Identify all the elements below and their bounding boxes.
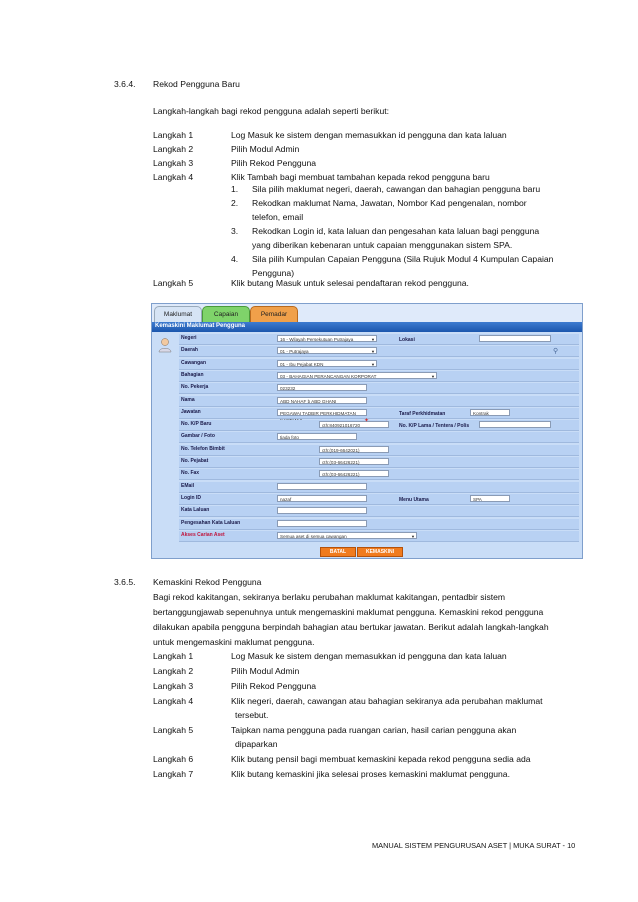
substep-number: 2. [231, 198, 239, 208]
select-field[interactable]: 03 - BAHAGIAN PERANCANGAN KORPORAT ▼ [277, 372, 437, 379]
form-label: Negeri [181, 335, 197, 341]
paragraph-line: dilakukan apabila pengguna berpindah bahagian atau bertukar jawatan. Berikut adalah langkah-langkah [153, 622, 549, 632]
step-text: Klik negeri, daerah, cawangan atau bahagian sekiranya ada perubahan maklumat [231, 696, 543, 706]
user-avatar-icon [157, 337, 173, 353]
step-label: Langkah 3 [153, 681, 194, 691]
text-field[interactable] [479, 335, 551, 342]
substep-text: Pengguna) [252, 268, 295, 278]
chevron-down-icon: ▼ [431, 373, 435, 379]
form-row [179, 445, 579, 456]
text-field[interactable]: Kontrak [470, 409, 510, 416]
select-field[interactable]: 16 - Wilayah Persekutuan Putrajaya ▼ [277, 335, 377, 342]
step-text: Klik Tambah bagi membuat tambahan kepada rekod pengguna baru [231, 172, 490, 182]
step-text: Log Masuk ke sistem dengan memasukkan id pengguna dan kata laluan [231, 130, 507, 140]
substep-number: 4. [231, 254, 239, 264]
form-screenshot [151, 303, 583, 559]
cancel-button[interactable]: BATAL [320, 547, 356, 557]
text-field[interactable]: cth:(019-6642021) [319, 446, 389, 453]
form-row [179, 408, 579, 419]
select-field[interactable]: 01 - Putrajaya ▼ [277, 347, 377, 354]
text-field[interactable]: 023232 [277, 384, 367, 391]
form-row [179, 469, 579, 480]
text-field[interactable] [479, 421, 551, 428]
paragraph-line: Bagi rekod kakitangan, sekiranya berlaku perubahan maklumat kakitangan, pentadbir sistem [153, 592, 506, 602]
substep-text: Sila pilih maklumat negeri, daerah, cawangan dan bahagian pengguna baru [252, 184, 541, 194]
tab-capaian[interactable]: Capaian [202, 306, 250, 324]
step-label: Langkah 3 [153, 158, 194, 168]
form-label: EMail [181, 482, 195, 489]
form-label: Daerah [181, 347, 198, 354]
form-title: Kemaskini Maklumat Pengguna [155, 323, 246, 329]
update-button[interactable]: KEMASKINI [357, 547, 403, 557]
form-label: Gambar / Foto [181, 433, 215, 440]
form-label: No. Pekerja [181, 384, 209, 391]
step-label: Langkah 5 [153, 725, 194, 735]
form-row [179, 494, 579, 505]
step-text: Log Masuk ke sistem dengan memasukkan id pengguna dan kata laluan [231, 651, 507, 661]
step-label: Langkah 1 [153, 651, 194, 661]
form-label: Login ID [181, 494, 201, 501]
text-field[interactable]: cth:(03-66426221) [319, 458, 389, 465]
form-titlebar [152, 322, 582, 332]
upload-icon[interactable]: ✦ [364, 418, 370, 424]
form-row [179, 432, 579, 443]
search-icon[interactable]: ⚲ [553, 348, 559, 355]
form-label: Jawatan [181, 408, 201, 415]
step-text: Pilih Rekod Pengguna [231, 681, 317, 691]
paragraph-line: bertanggungjawab sepenuhnya untuk mengemaskini maklumat pengguna. Kemaskini rekod pengguna [153, 607, 544, 617]
form-label: No. Pejabat [181, 458, 209, 464]
step-text: Klik butang kemaskini jika selesai proses kemaskini maklumat pengguna. [231, 769, 510, 779]
step-label: Langkah 5 [153, 278, 194, 288]
tab-bar [152, 304, 582, 322]
step-text: Pilih Modul Admin [231, 144, 300, 154]
paragraph-line: untuk mengemaskini maklumat pengguna. [153, 637, 315, 647]
form-label: Taraf Perkhidmatan [399, 410, 446, 417]
form-label: Akses Carian Aset [181, 531, 225, 538]
form-label: No. Fax [181, 470, 200, 477]
substep-text: Sila pilih Kumpulan Capaian Pengguna (Sila Rujuk Modul 4 Kumpulan Capaian [252, 254, 554, 264]
chevron-down-icon: ▼ [371, 349, 375, 355]
section-intro: Langkah-langkah bagi rekod pengguna adalah seperti berikut: [153, 106, 390, 116]
form-row [179, 396, 579, 407]
text-field[interactable] [277, 507, 367, 514]
substep-text: telefon, email [252, 212, 304, 222]
step-text: Pilih Modul Admin [231, 666, 300, 676]
section-number: 3.6.5. [114, 577, 136, 587]
form-row [179, 519, 579, 530]
form-row [179, 359, 579, 370]
form-label: Nama [181, 396, 195, 403]
tab-maklumat[interactable]: Maklumat [154, 306, 202, 324]
step-label: Langkah 4 [153, 172, 194, 182]
select-field[interactable]: Semua aset di semua cawangan ▼ [277, 532, 417, 539]
form-row [179, 482, 579, 493]
form-row [179, 346, 579, 357]
form-label: Cawangan [181, 359, 207, 366]
form-row [179, 383, 579, 394]
form-row [179, 457, 579, 468]
step-text: dipaparkan [235, 739, 278, 749]
form-row [179, 371, 579, 382]
form-label: No. Telefon Bimbit [181, 445, 225, 452]
form-label: Pengesahan Kata Laluan [181, 519, 241, 526]
text-field[interactable]: ABD NAHAF b ABD GHANI [277, 397, 367, 404]
form-label: Kata Laluan [181, 507, 210, 514]
text-field[interactable]: PEGAWAI TADBIR PERKHIDMATAN [277, 409, 367, 416]
substep-number: 3. [231, 226, 239, 236]
step-label: Langkah 6 [153, 754, 194, 764]
form-label: No. K/P Lama / Tentera / Polis [399, 423, 470, 430]
text-field[interactable] [277, 520, 367, 527]
text-field[interactable]: tiada foto [277, 433, 357, 440]
form-row [179, 531, 579, 542]
step-text: Klik butang pensil bagi membuat kemaskini kepada rekod pengguna sedia ada [231, 754, 531, 764]
substep-number: 1. [231, 184, 239, 194]
form-label: No. K/P Baru [181, 421, 212, 428]
text-field[interactable]: cth:(03-66426221) [319, 470, 389, 477]
form-label: Menu Utama [399, 496, 429, 503]
step-label: Langkah 7 [153, 769, 194, 779]
substep-text: Rekodkan Login id, kata laluan dan pengesahan kata laluan bagi pengguna [252, 226, 540, 236]
step-text: Pilih Rekod Pengguna [231, 158, 317, 168]
chevron-down-icon: ▼ [371, 337, 375, 342]
step-text: Klik butang Masuk untuk selesai pendaftaran rekod pengguna. [231, 278, 469, 288]
chevron-down-icon: ▼ [411, 533, 415, 539]
step-text: Taipkan nama pengguna pada ruangan carian, hasil carian pengguna akan [231, 725, 517, 735]
step-text: tersebut. [235, 710, 269, 720]
substep-text: yang diberikan kebenaran untuk capaian menggunakan sistem SPA. [252, 240, 513, 250]
step-label: Langkah 4 [153, 696, 194, 706]
tab-pemadar[interactable]: Pemadar [250, 306, 298, 324]
form-label: Bahagian [181, 371, 204, 378]
chevron-down-icon: ▼ [371, 361, 375, 367]
text-field[interactable]: SPA [470, 495, 510, 502]
substep-text: Rekodkan maklumat Nama, Jawatan, Nombor Kad pengenalan, nombor [252, 198, 527, 208]
form-label: Lokasi [399, 337, 415, 343]
section-number: 3.6.4. [114, 79, 136, 89]
text-field[interactable]: cth:840921016720 [319, 421, 389, 428]
step-label: Langkah 2 [153, 144, 194, 154]
text-field[interactable] [277, 483, 367, 490]
section-title: Rekod Pengguna Baru [153, 79, 240, 89]
step-label: Langkah 1 [153, 130, 194, 140]
text-field[interactable]: nazaf [277, 495, 367, 502]
page-footer: MANUAL SISTEM PENGURUSAN ASET | MUKA SURAT - 10 [372, 841, 576, 850]
step-label: Langkah 2 [153, 666, 194, 676]
section-title: Kemaskini Rekod Pengguna [153, 577, 262, 587]
form-row [179, 506, 579, 517]
select-field[interactable]: 01 - Ibu Pejabat KDN ▼ [277, 360, 377, 367]
